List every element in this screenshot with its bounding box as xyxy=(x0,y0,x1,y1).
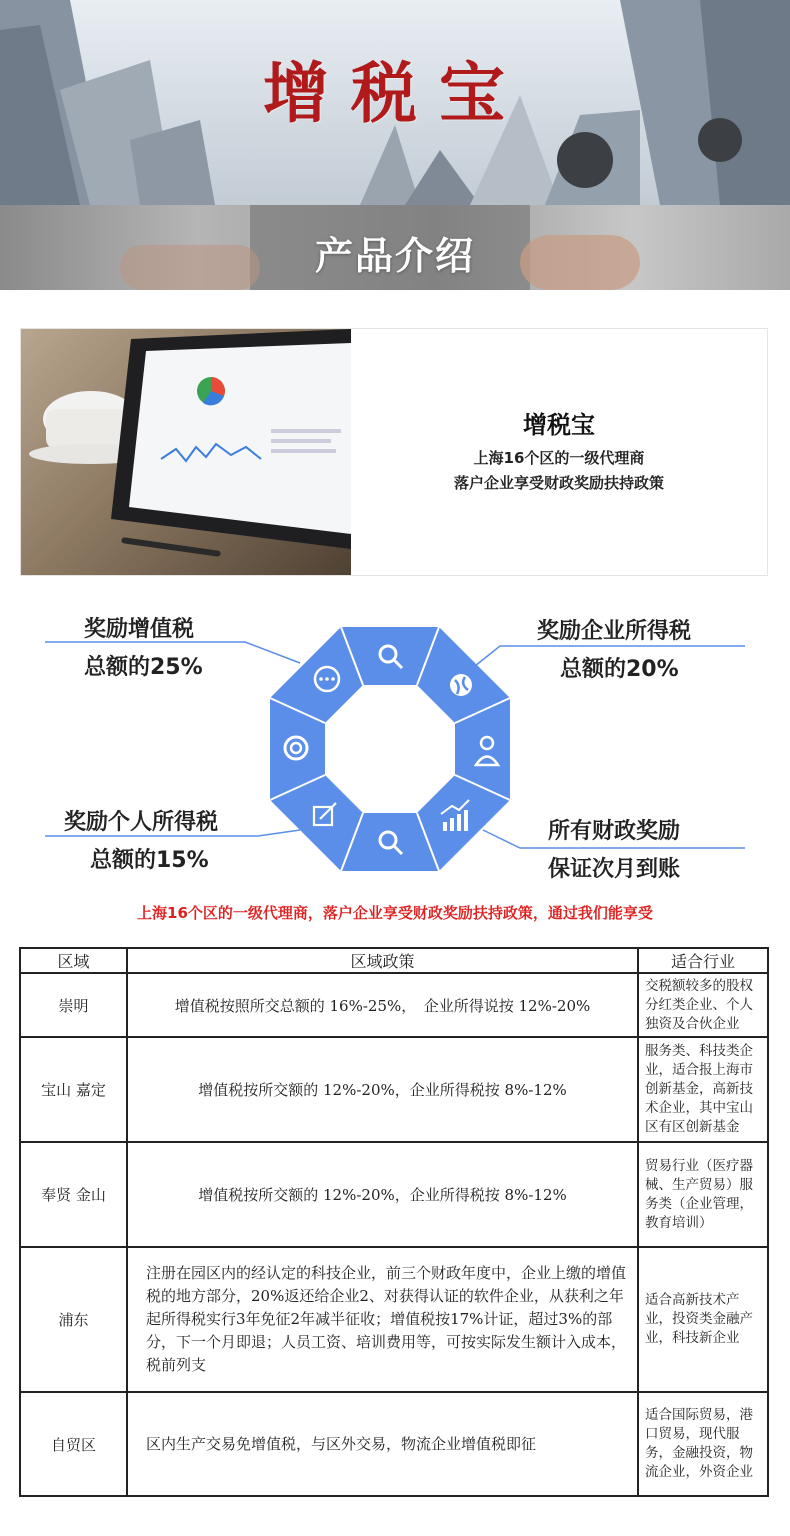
region-cell: 崇明 xyxy=(20,973,127,1037)
policy-table xyxy=(19,947,769,1497)
policy-cell: 增值税按照所交总额的 16%-25%， 企业所得说按 12%-20% xyxy=(127,973,638,1037)
header-industry: 适合行业 xyxy=(638,948,768,973)
label-cit-title: 奖励企业所得税 xyxy=(537,619,692,644)
policy-cell: 区内生产交易免增值税，与区外交易，物流企业增值税即征 xyxy=(127,1392,638,1496)
table-row xyxy=(20,1142,768,1247)
product-intro-card xyxy=(20,328,768,576)
label-payout-value: 保证次月到账 xyxy=(548,857,681,882)
policy-cell: 注册在园区内的经认定的科技企业，前三个财政年度中，企业上缴的增值税的地方部分，20%返还给企业2、对获得认证的软件企业，从获利之年起所得税实行3年免征2年减半征收；增值税按17%计证，超过3%的部分，下一个月即退；人员工资、培训费用等，可按实际发生额计入成本，税前列支 xyxy=(127,1247,638,1392)
policy-cell: 增值税按所交额的 12%-20%，企业所得税按 8%-12% xyxy=(127,1037,638,1142)
section-banner xyxy=(0,205,790,290)
table-header-row xyxy=(20,948,768,973)
label-cit-value: 总额的20% xyxy=(560,657,679,682)
globe-icon xyxy=(450,674,472,696)
label-vat-value: 总额的25% xyxy=(84,655,203,680)
label-vat-title: 奖励增值税 xyxy=(84,617,195,642)
policy-cell: 增值税按所交额的 12%-20%，企业所得税按 8%-12% xyxy=(127,1142,638,1247)
label-iit-title: 奖励个人所得税 xyxy=(64,810,219,835)
region-cell: 宝山 嘉定 xyxy=(20,1037,127,1142)
header-region: 区域 xyxy=(20,948,127,973)
header-policy: 区域政策 xyxy=(127,948,638,973)
table-row xyxy=(20,1392,768,1496)
intro-line-2: 落户企业享受财政奖励扶持政策 xyxy=(453,474,664,492)
table-row xyxy=(20,973,768,1037)
hero-title: 增税宝 xyxy=(263,54,527,132)
region-cell: 自贸区 xyxy=(20,1392,127,1496)
intro-line-1: 上海16个区的一级代理商 xyxy=(473,449,645,467)
industry-cell: 服务类、科技类企业，适合报上海市创新基金，高新技术企业，其中宝山区有区创新基金 xyxy=(638,1037,768,1142)
benefits-diagram xyxy=(0,600,790,900)
section-title: 产品介绍 xyxy=(314,234,475,278)
tagline: 上海16个区的一级代理商，落户企业享受财政奖励扶持政策，通过我们能享受 xyxy=(137,904,653,922)
tablet-analytics-photo xyxy=(21,329,351,575)
region-cell: 奉贤 金山 xyxy=(20,1142,127,1247)
industry-cell: 适合高新技术产业，投资类金融产业，科技新企业 xyxy=(638,1247,768,1392)
industry-cell: 贸易行业（医疗器械、生产贸易）服务类（企业管理，教育培训） xyxy=(638,1142,768,1247)
region-cell: 浦东 xyxy=(20,1247,127,1392)
table-row xyxy=(20,1037,768,1142)
industry-cell: 适合国际贸易，港口贸易，现代服务，金融投资，物流企业，外资企业 xyxy=(638,1392,768,1496)
intro-text-block xyxy=(351,329,767,575)
label-iit-value: 总额的15% xyxy=(90,848,209,873)
label-payout-title: 所有财政奖励 xyxy=(548,819,681,844)
intro-heading: 增税宝 xyxy=(523,411,595,439)
industry-cell: 交税额较多的股权分红类企业、个人独资及合伙企业 xyxy=(638,973,768,1037)
table-row xyxy=(20,1247,768,1392)
hero-banner xyxy=(0,0,790,205)
